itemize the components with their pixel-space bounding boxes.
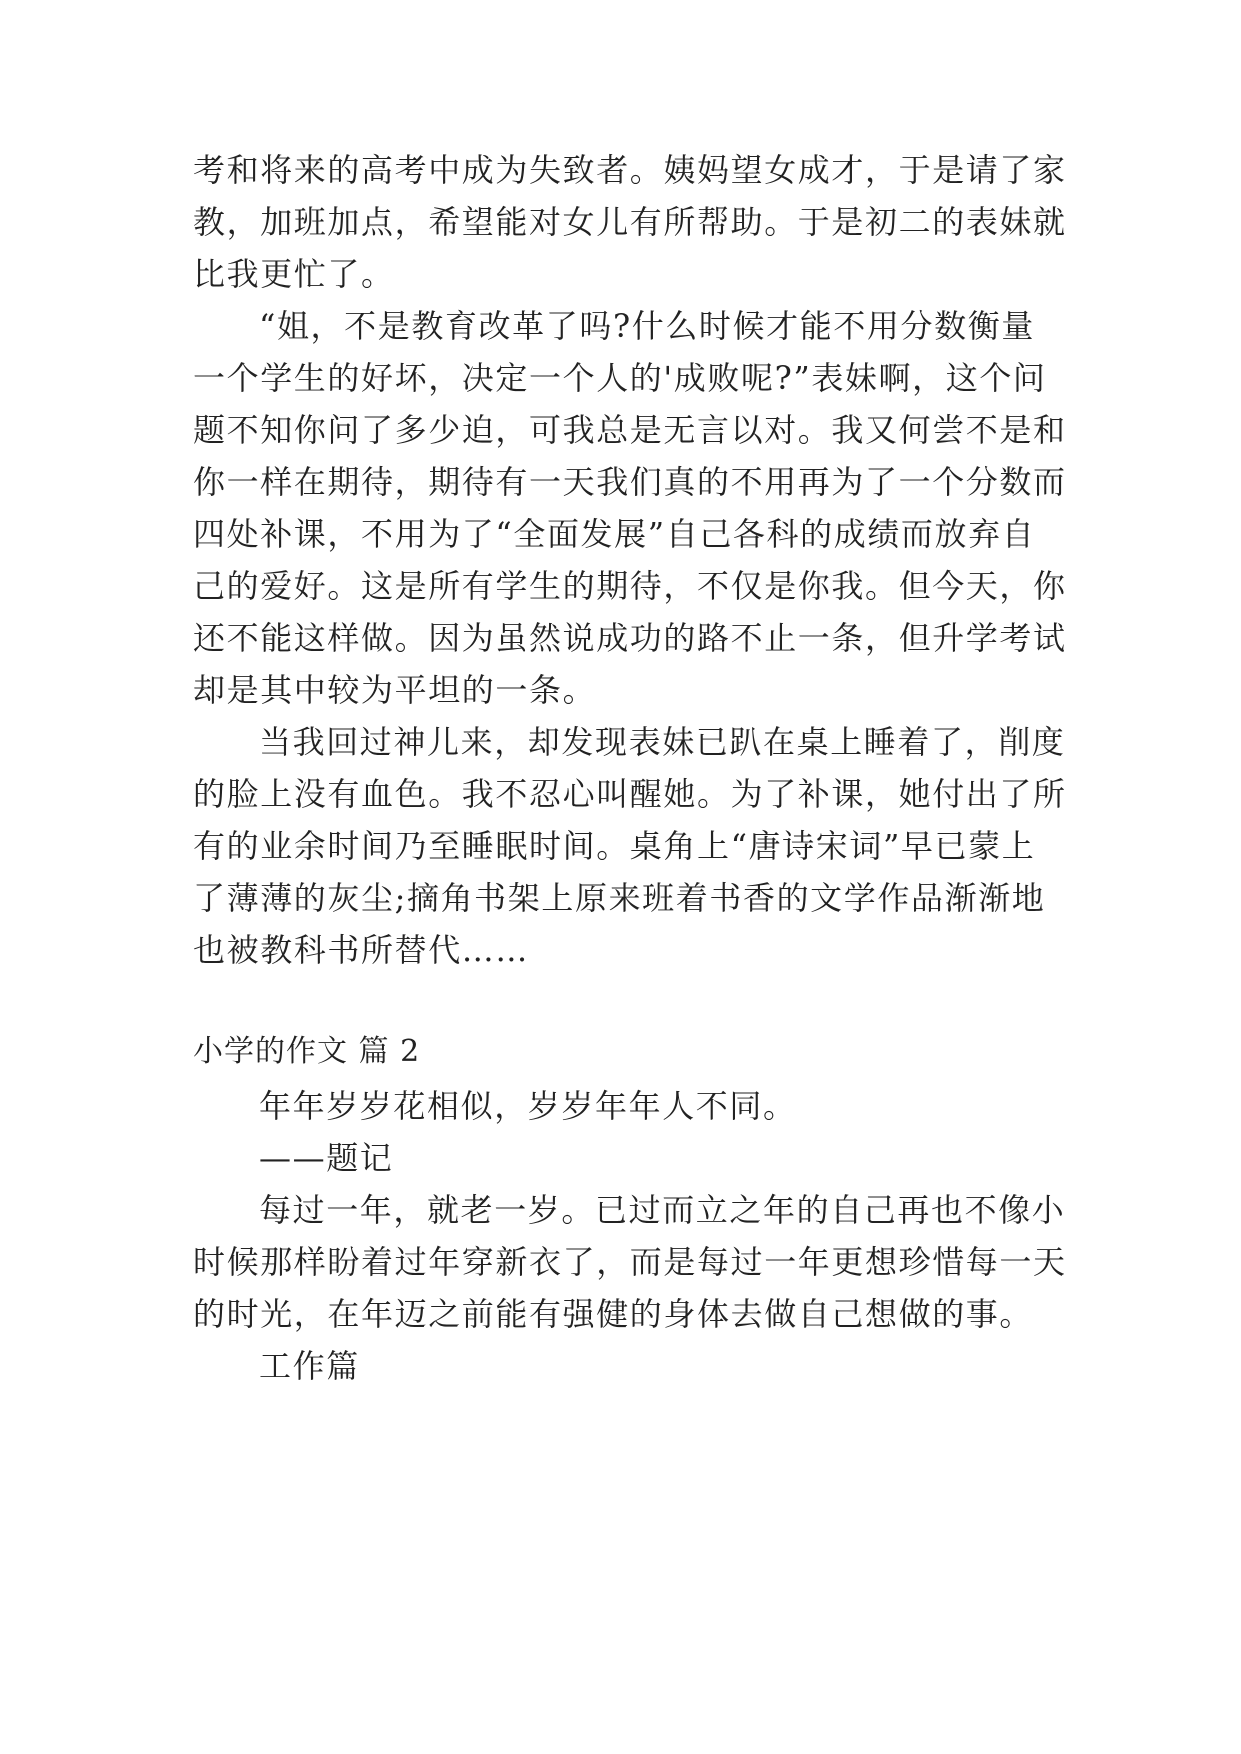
paragraph-line: 的时光，在年迈之前能有强健的身体去做自己想做的事。 — [193, 1295, 1034, 1333]
paragraph-line: 题不知你问了多少迫，可我总是无言以对。我又何尝不是和 — [193, 411, 1067, 449]
paragraph-line: ——题记 — [259, 1139, 394, 1177]
paragraph-line: 工作篇 — [259, 1347, 360, 1385]
paragraph-line: 教，加班加点，希望能对女儿有所帮助。于是初二的表妹就 — [193, 203, 1067, 241]
paragraph-line: 还不能这样做。因为虽然说成功的路不止一条，但升学考试 — [193, 619, 1067, 657]
paragraph-line: 了薄薄的灰尘;摘角书架上原来班着书香的文学作品渐渐地 — [193, 879, 1046, 917]
paragraph-line: 却是其中较为平坦的一条。 — [193, 671, 597, 709]
paragraph-line: 也被教科书所替代…… — [193, 931, 530, 969]
section-title: 小学的作文 篇 2 — [193, 1034, 421, 1069]
paragraph-line: “姐，不是教育改革了吗?什么时候才能不用分数衡量 — [259, 307, 1035, 345]
paragraph-line: 年年岁岁花相似，岁岁年年人不同。 — [259, 1087, 797, 1125]
paragraph-line: 每过一年，就老一岁。已过而立之年的自己再也不像小 — [259, 1191, 1066, 1229]
paragraph-line: 比我更忙了。 — [193, 255, 395, 293]
paragraph-line: 一个学生的好坏，决定一个人的'成败呢?”表妹啊，这个问 — [193, 359, 1047, 397]
paragraph-line: 有的业余时间乃至睡眠时间。桌角上“唐诗宋词”早已蒙上 — [193, 827, 1036, 865]
paragraph-line: 你一样在期待，期待有一天我们真的不用再为了一个分数而 — [193, 463, 1067, 501]
paragraph-line: 当我回过神儿来，却发现表妹已趴在桌上睡着了，削度 — [259, 723, 1066, 761]
paragraph-line: 考和将来的高考中成为失致者。姨妈望女成才，于是请了家 — [193, 151, 1067, 189]
paragraph-line: 四处补课，不用为了“全面发展”自己各科的成绩而放弃自 — [193, 515, 1036, 553]
paragraph-line: 的脸上没有血色。我不忍心叫醒她。为了补课，她付出了所 — [193, 775, 1067, 813]
paragraph-line: 己的爱好。这是所有学生的期待，不仅是你我。但今天，你 — [193, 567, 1067, 605]
paragraph-line: 时候那样盼着过年穿新衣了，而是每过一年更想珍惜每一天 — [193, 1243, 1067, 1281]
